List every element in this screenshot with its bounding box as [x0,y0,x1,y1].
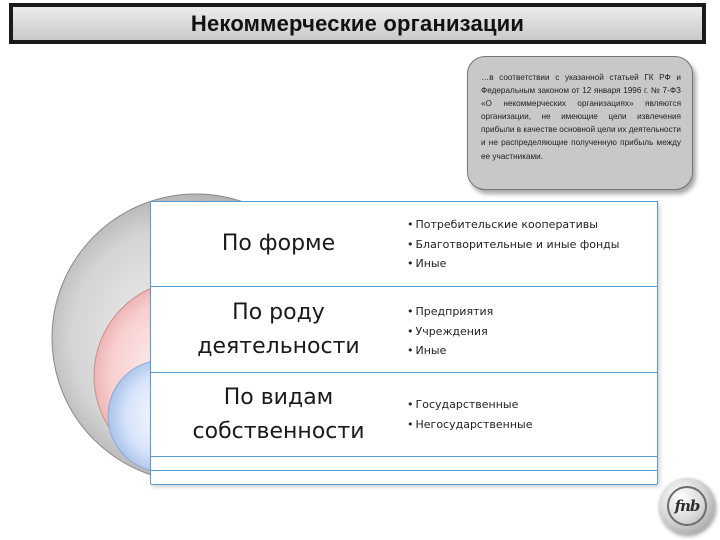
row-label-ownership: По видам собственности [192,384,365,444]
page-title: Некоммерческие организации [190,10,525,36]
logo-mark: fnb [667,486,707,526]
logo-icon [659,478,715,534]
table-row [151,202,657,287]
table-row-empty [151,457,657,471]
list-item: • Иные [407,254,619,274]
list-item: • Негосударственные [407,415,532,435]
callout-text: …в соответствии с указанной статьей ГК РФ и Федеральным законом от 12 января 1996 г. № 7-ФЗ «О некоммерческих организациях» являются организации, не имеющие цели извлечения прибыли в качестве основной цели их деятельности и не распределяющие полученную прибыль между ее участниками. [481,73,681,161]
classification-table [150,201,658,484]
list-item: • Иные [407,341,493,361]
list-item: • Предприятия [407,302,493,322]
table-row [151,373,657,457]
list-item: • Потребительские кооперативы [407,215,619,235]
list-item: • Государственные [407,395,532,415]
row-items-form [407,215,619,274]
row-items-activity [407,302,493,361]
row-label-form: По форме [221,231,336,256]
table-row-empty [151,471,657,485]
table-row [151,287,657,373]
list-item: • Учреждения [407,322,493,342]
row-label-activity: По роду деятельности [197,299,360,359]
list-item: • Благотворительные и иные фонды [407,235,619,255]
row-items-ownership [407,395,532,434]
